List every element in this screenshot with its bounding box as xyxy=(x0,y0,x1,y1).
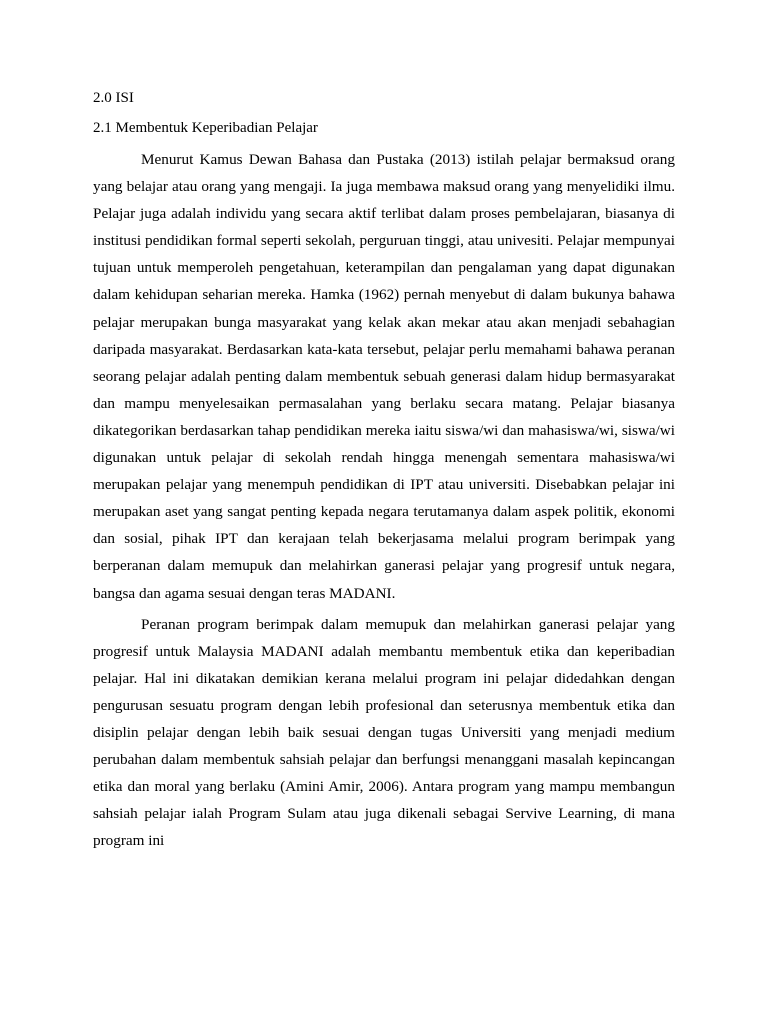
subsection-heading: 2.1 Membentuk Keperibadian Pelajar xyxy=(93,120,318,136)
paragraph-2: Peranan program berimpak dalam memupuk dan melahirkan ganerasi pelajar yang progresif untuk Malaysia MADANI adalah membantu membentuk etika dan keperibadian pelajar. Hal ini dikatakan demikian kerana melalui program ini pelajar didedahkan dengan pengurusan sesuatu program dengan lebih profesional dan seterusnya membentuk etika dan disiplin pelajar dengan lebih baik sesuai dengan tugas Universiti yang menjadi medium perubahan dalam membentuk sahsiah pelajar dan berfungsi menanggani masalah kepincangan etika dan moral yang berlaku (Amini Amir, 2006). Antara program yang mampu membangun sahsiah pelajar ialah Program Sulam atau juga dikenali sebagai Servive Learning, di mana program ini xyxy=(93,615,675,850)
document-body xyxy=(93,86,675,858)
paragraph-1: Menurut Kamus Dewan Bahasa dan Pustaka (2013) istilah pelajar bermaksud orang yang belajar atau orang yang mengaji. Ia juga membawa maksud orang yang menyelidiki ilmu. Pelajar juga adalah individu yang secara aktif terlibat dalam proses pembelajaran, biasanya di institusi pendidikan formal seperti sekolah, perguruan tinggi, atau univesiti. Pelajar mempunyai tujuan untuk memperoleh pengetahuan, keterampilan dan pengalaman yang dapat digunakan dalam kehidupan seharian mereka. Hamka (1962) pernah menyebut di dalam bukunya bahawa pelajar merupakan bunga masyarakat yang kelak akan mekar atau akan menjadi sebahagian daripada masyarakat. Berdasarkan kata-kata tersebut, pelajar perlu memahami bahawa peranan seorang pelajar adalah penting dalam membentuk sebuah generasi dalam hidup bermasyarakat dan mampu menyelesaikan permasalahan yang berlaku secara matang. Pelajar biasanya dikategorikan berdasarkan tahap pendidikan mereka iaitu siswa/wi dan mahasiswa/wi, siswa/wi digunakan untuk pelajar di sekolah rendah hingga menengah sementara mahasiswa/wi merupakan pelajar yang menempuh pendidikan di IPT atau universiti. Disebabkan pelajar ini merupakan aset yang sangat penting kepada negara terutamanya dalam aspek politik, ekonomi dan sosial, pihak IPT dan kerajaan telah bekerjasama melalui program berimpak yang berperanan dalam memupuk dan melahirkan ganerasi pelajar yang progresif untuk negara, bangsa dan agama sesuai dengan teras MADANI. xyxy=(93,151,675,602)
section-heading: 2.0 ISI xyxy=(93,90,134,106)
